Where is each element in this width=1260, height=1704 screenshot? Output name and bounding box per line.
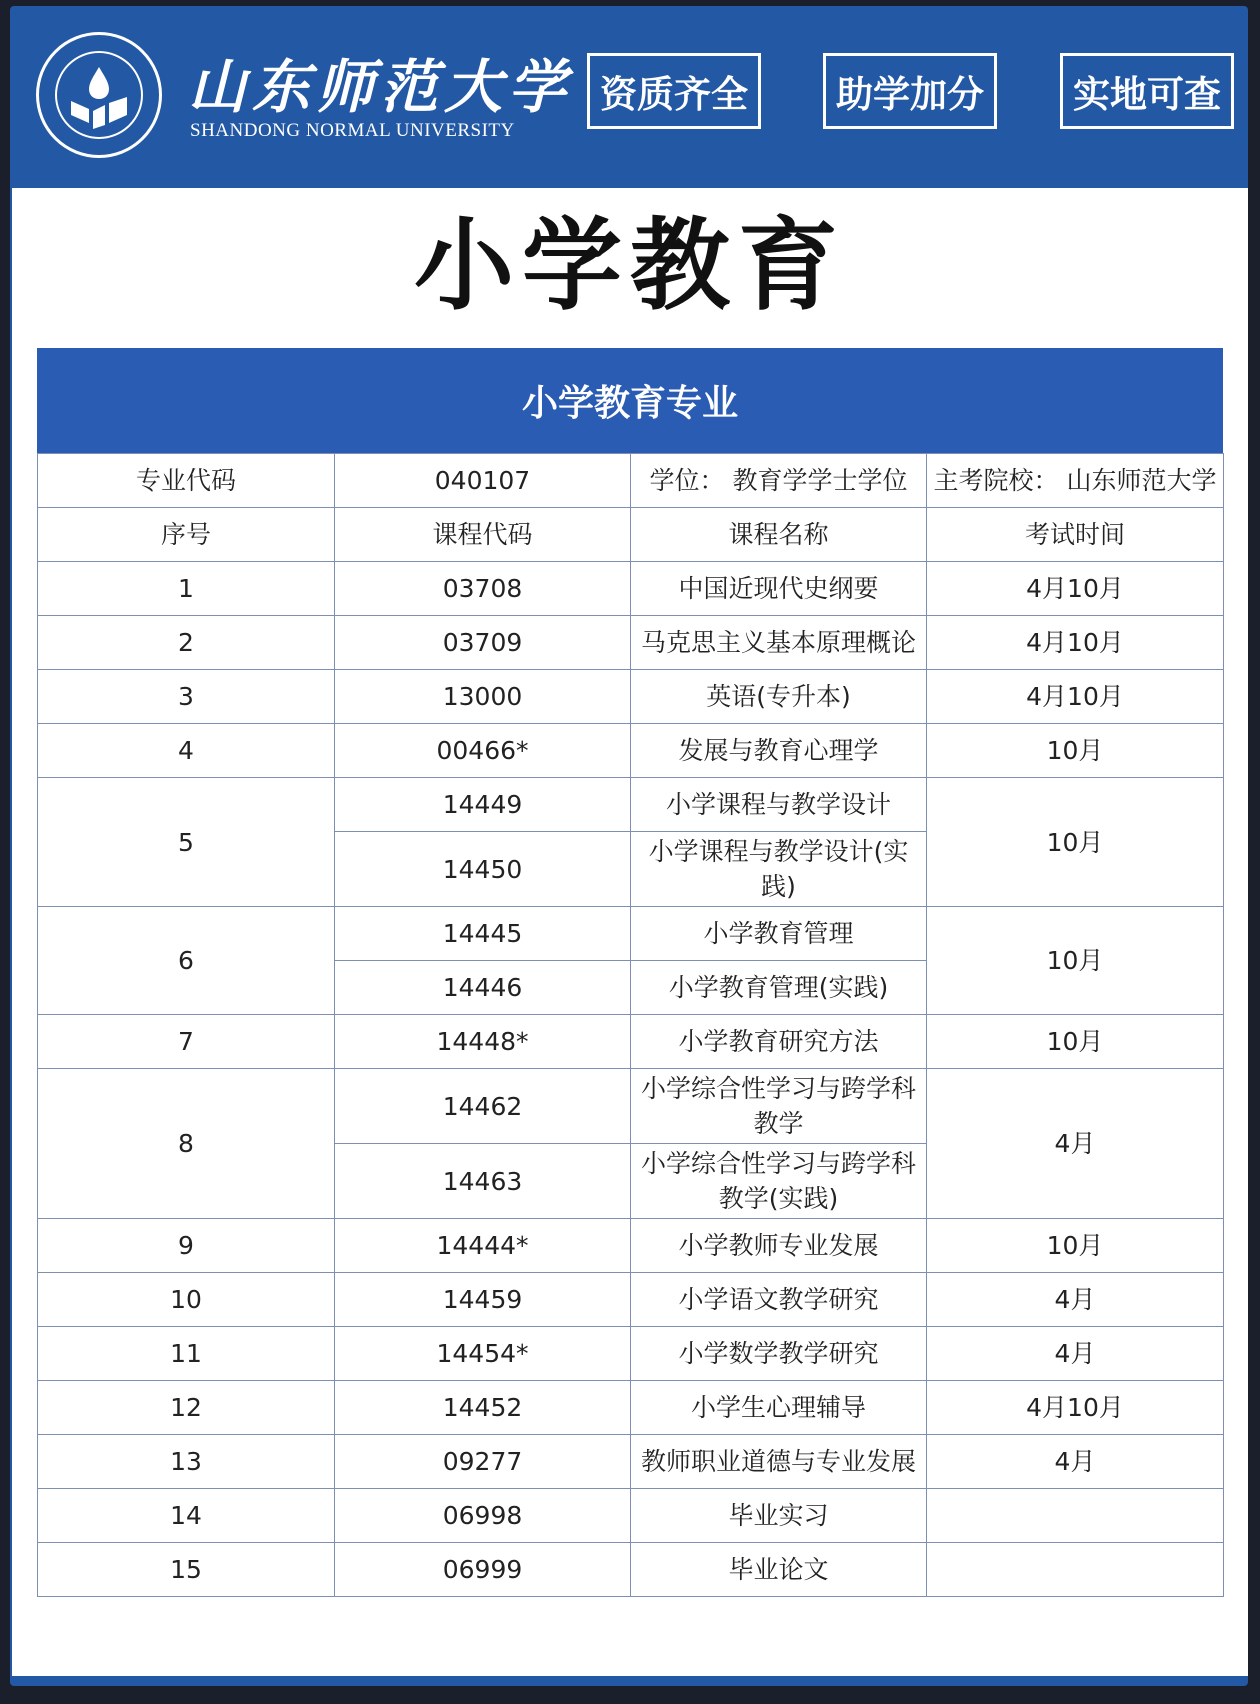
row-course: 英语(专升本): [631, 670, 927, 724]
table-row: [38, 616, 1224, 670]
row-code: 03708: [335, 562, 631, 616]
row-time: [927, 1543, 1224, 1597]
table-row: [38, 778, 1224, 832]
row-no: 10: [38, 1273, 335, 1327]
row-code: 14449: [335, 778, 631, 832]
row-course: 教师职业道德与专业发展: [631, 1435, 927, 1489]
row-no: 2: [38, 616, 335, 670]
row-course: 中国近现代史纲要: [631, 562, 927, 616]
row-course: 马克思主义基本原理概论: [631, 616, 927, 670]
course-table-section: [37, 348, 1223, 1597]
row-course: 小学教育管理(实践): [631, 961, 927, 1015]
page-title: 小学教育: [414, 206, 846, 324]
row-code: 03709: [335, 616, 631, 670]
table-row: [38, 1381, 1224, 1435]
row-no: 12: [38, 1381, 335, 1435]
row-no: 14: [38, 1489, 335, 1543]
row-course: 小学数学教学研究: [631, 1327, 927, 1381]
row-time: 10月: [927, 724, 1224, 778]
row-code: 14450: [335, 832, 631, 907]
degree-info: 学位： 教育学学士学位: [631, 454, 927, 508]
col-header-code: 课程代码: [335, 508, 631, 562]
col-header-no: 序号: [38, 508, 335, 562]
table-heading: 小学教育专业: [37, 348, 1223, 453]
row-course: 小学教育管理: [631, 907, 927, 961]
info-row: [38, 454, 1224, 508]
row-time: 4月10月: [927, 1381, 1224, 1435]
table-row: [38, 1273, 1224, 1327]
row-time: 10月: [927, 1219, 1224, 1273]
row-no: 15: [38, 1543, 335, 1597]
table-row: [38, 1069, 1224, 1144]
row-no: 4: [38, 724, 335, 778]
table-row: [38, 670, 1224, 724]
row-code: 14444*: [335, 1219, 631, 1273]
table-row: [38, 1219, 1224, 1273]
school-info: 主考院校： 山东师范大学: [927, 454, 1224, 508]
row-time: 4月10月: [927, 562, 1224, 616]
row-code: 14462: [335, 1069, 631, 1144]
badge-qualification: 资质齐全: [587, 53, 761, 129]
row-course: 小学语文教学研究: [631, 1273, 927, 1327]
col-header-name: 课程名称: [631, 508, 927, 562]
row-no: 11: [38, 1327, 335, 1381]
row-time: 10月: [927, 778, 1224, 907]
row-code: 06999: [335, 1543, 631, 1597]
row-no: 6: [38, 907, 335, 1015]
row-no: 3: [38, 670, 335, 724]
major-code-label: 专业代码: [38, 454, 335, 508]
row-course: 小学生心理辅导: [631, 1381, 927, 1435]
row-code: 14446: [335, 961, 631, 1015]
row-time: 4月: [927, 1435, 1224, 1489]
course-table: [37, 453, 1224, 1597]
row-course: 毕业实习: [631, 1489, 927, 1543]
row-course: 小学课程与教学设计: [631, 778, 927, 832]
table-row: [38, 1327, 1224, 1381]
table-row: [38, 562, 1224, 616]
row-time: 10月: [927, 1015, 1224, 1069]
university-name-en: SHANDONG NORMAL UNIVERSITY: [190, 120, 515, 141]
row-time: 4月: [927, 1069, 1224, 1219]
row-no: 7: [38, 1015, 335, 1069]
table-row: [38, 724, 1224, 778]
logo-emblem: [55, 51, 143, 139]
university-logo: [36, 32, 162, 158]
row-code: 14448*: [335, 1015, 631, 1069]
badge-verifiable: 实地可查: [1060, 53, 1234, 129]
row-code: 14463: [335, 1144, 631, 1219]
row-course: 小学课程与教学设计(实践): [631, 832, 927, 907]
row-no: 9: [38, 1219, 335, 1273]
row-code: 00466*: [335, 724, 631, 778]
row-time: 4月: [927, 1273, 1224, 1327]
logo-mark-icon: [57, 53, 141, 137]
row-course: 小学综合性学习与跨学科教学(实践): [631, 1144, 927, 1219]
row-course: 毕业论文: [631, 1543, 927, 1597]
row-course: 小学综合性学习与跨学科教学: [631, 1069, 927, 1144]
badge-bonus: 助学加分: [823, 53, 997, 129]
row-time: [927, 1489, 1224, 1543]
col-header-time: 考试时间: [927, 508, 1224, 562]
row-course: 小学教育研究方法: [631, 1015, 927, 1069]
table-row: [38, 907, 1224, 961]
row-no: 1: [38, 562, 335, 616]
row-no: 5: [38, 778, 335, 907]
row-code: 09277: [335, 1435, 631, 1489]
row-no: 8: [38, 1069, 335, 1219]
row-code: 14445: [335, 907, 631, 961]
row-time: 4月: [927, 1327, 1224, 1381]
column-header-row: [38, 508, 1224, 562]
row-code: 13000: [335, 670, 631, 724]
major-code-value: 040107: [335, 454, 631, 508]
row-time: 4月10月: [927, 616, 1224, 670]
row-course: 小学教师专业发展: [631, 1219, 927, 1273]
row-course: 发展与教育心理学: [631, 724, 927, 778]
row-time: 4月10月: [927, 670, 1224, 724]
row-code: 06998: [335, 1489, 631, 1543]
row-code: 14459: [335, 1273, 631, 1327]
row-code: 14452: [335, 1381, 631, 1435]
table-row: [38, 1015, 1224, 1069]
table-row: [38, 1489, 1224, 1543]
university-name-cn: 山东师范大学: [188, 53, 573, 121]
table-row: [38, 1543, 1224, 1597]
table-row: [38, 1435, 1224, 1489]
row-time: 10月: [927, 907, 1224, 1015]
row-no: 13: [38, 1435, 335, 1489]
row-code: 14454*: [335, 1327, 631, 1381]
